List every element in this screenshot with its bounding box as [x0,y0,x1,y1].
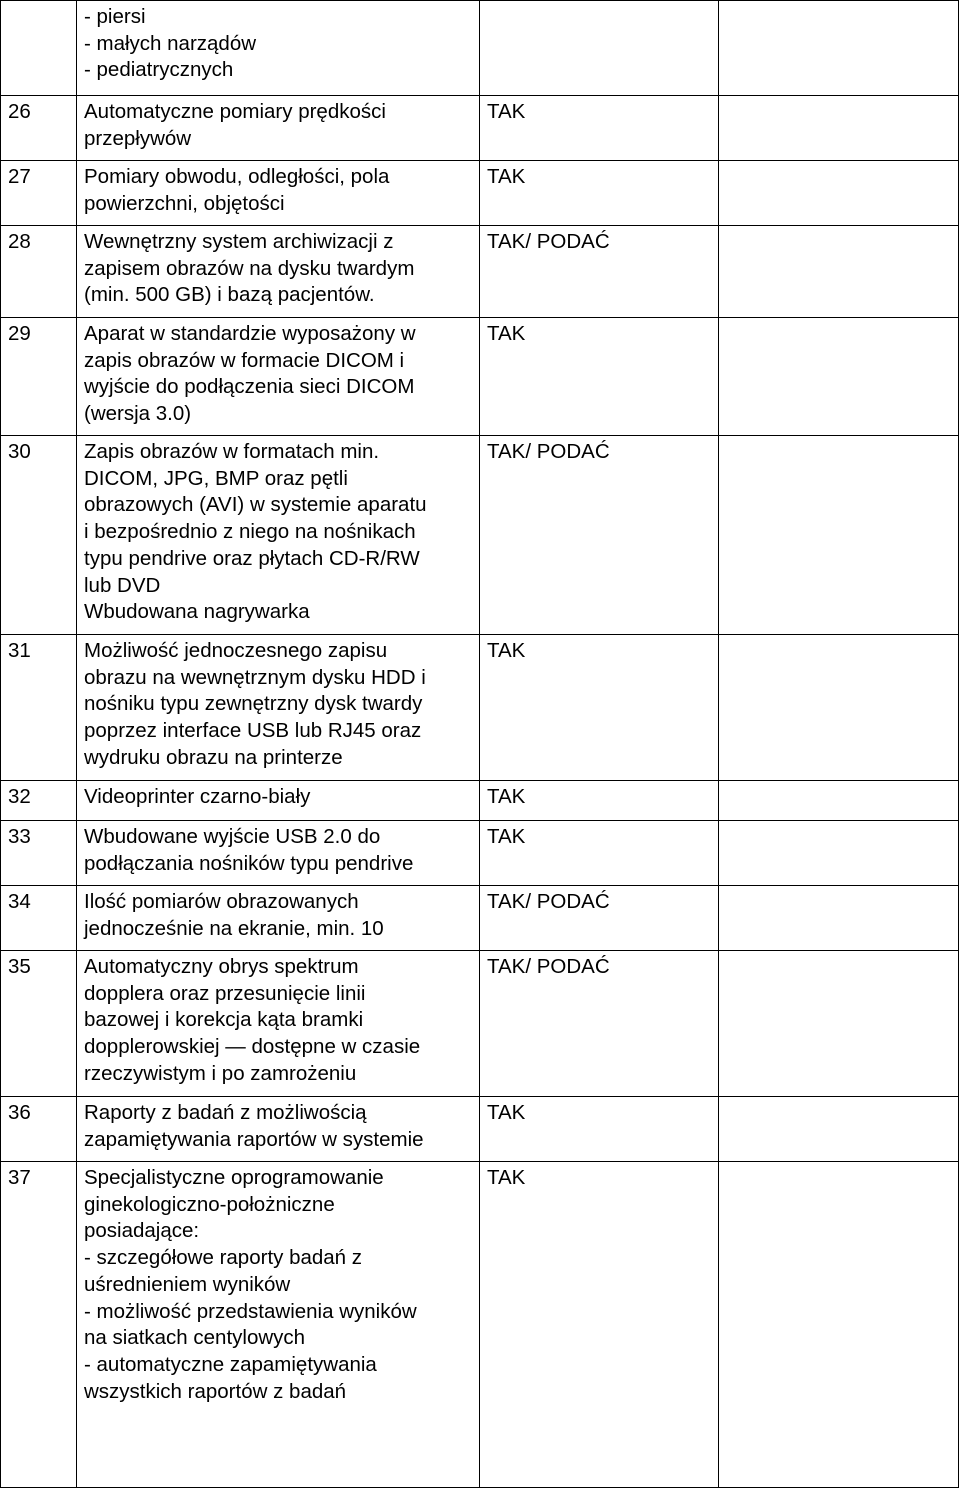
row-number: 36 [1,1097,77,1162]
row-number: 28 [1,226,77,318]
offered-value-cell [719,886,959,951]
row-number: 32 [1,781,77,821]
table-row [1,951,959,1097]
required-value: TAK/ PODAĆ [480,886,719,951]
table-row [1,1,959,96]
offered-value-cell [719,781,959,821]
required-value [480,1,719,96]
parameter-description: Automatyczne pomiary prędkości przepływów [77,96,480,161]
parameter-description: Specjalistyczne oprogramowanie ginekologiczno-położniczne posiadające: - szczegółowe raporty badań z uśrednieniem wyników - możliwość przedstawienia wyników na siatkach centylowych - automatyczne zapamiętywania wszystkich raportów z badań [77,1162,480,1488]
row-number: 27 [1,161,77,226]
table-row [1,781,959,821]
required-value: TAK [480,161,719,226]
table-row [1,821,959,886]
parameter-description: Pomiary obwodu, odległości, pola powierzchni, objętości [77,161,480,226]
row-number: 35 [1,951,77,1097]
required-value: TAK/ PODAĆ [480,226,719,318]
parameter-description: Wewnętrzny system archiwizacji z zapisem obrazów na dysku twardym (min. 500 GB) i bazą pacjentów. [77,226,480,318]
offered-value-cell [719,951,959,1097]
row-number: 30 [1,436,77,635]
offered-value-cell [719,318,959,436]
required-value: TAK [480,96,719,161]
row-number: 33 [1,821,77,886]
table-row [1,318,959,436]
parameter-description: - piersi - małych narządów - pediatrycznych [77,1,480,96]
parameter-description: Aparat w standardzie wyposażony w zapis obrazów w formacie DICOM i wyjście do podłączenia sieci DICOM (wersja 3.0) [77,318,480,436]
table-row [1,96,959,161]
required-value: TAK [480,635,719,781]
offered-value-cell [719,821,959,886]
table-row [1,161,959,226]
table-row [1,1162,959,1488]
offered-value-cell [719,226,959,318]
required-value: TAK [480,1097,719,1162]
row-number [1,1,77,96]
required-value: TAK [480,821,719,886]
offered-value-cell [719,1162,959,1488]
table-row [1,226,959,318]
required-value: TAK [480,1162,719,1488]
table-row [1,1097,959,1162]
parameter-description: Zapis obrazów w formatach min. DICOM, JPG, BMP oraz pętli obrazowych (AVI) w systemie aparatu i bezpośrednio z niego na nośnikach typu pendrive oraz płytach CD-R/RW lub DVD Wbudowana nagrywarka [77,436,480,635]
row-number: 29 [1,318,77,436]
row-number: 34 [1,886,77,951]
parameter-description: Ilość pomiarów obrazowanych jednocześnie na ekranie, min. 10 [77,886,480,951]
offered-value-cell [719,161,959,226]
offered-value-cell [719,1,959,96]
offered-value-cell [719,436,959,635]
parameter-description: Możliwość jednoczesnego zapisu obrazu na wewnętrznym dysku HDD i nośniku typu zewnętrzny dysk twardy poprzez interface USB lub RJ45 oraz wydruku obrazu na printerze [77,635,480,781]
row-number: 26 [1,96,77,161]
row-number: 31 [1,635,77,781]
offered-value-cell [719,635,959,781]
required-value: TAK/ PODAĆ [480,436,719,635]
offered-value-cell [719,1097,959,1162]
table-row [1,886,959,951]
row-number: 37 [1,1162,77,1488]
parameter-description: Automatyczny obrys spektrum dopplera oraz przesunięcie linii bazowej i korekcja kąta bramki dopplerowskiej — dostępne w czasie rzeczywistym i po zamrożeniu [77,951,480,1097]
parameter-description: Raporty z badań z możliwością zapamiętywania raportów w systemie [77,1097,480,1162]
required-value: TAK/ PODAĆ [480,951,719,1097]
parameter-description: Videoprinter czarno-biały [77,781,480,821]
required-value: TAK [480,781,719,821]
table-row [1,436,959,635]
offered-value-cell [719,96,959,161]
required-value: TAK [480,318,719,436]
parameter-description: Wbudowane wyjście USB 2.0 do podłączania nośników typu pendrive [77,821,480,886]
table-row [1,635,959,781]
